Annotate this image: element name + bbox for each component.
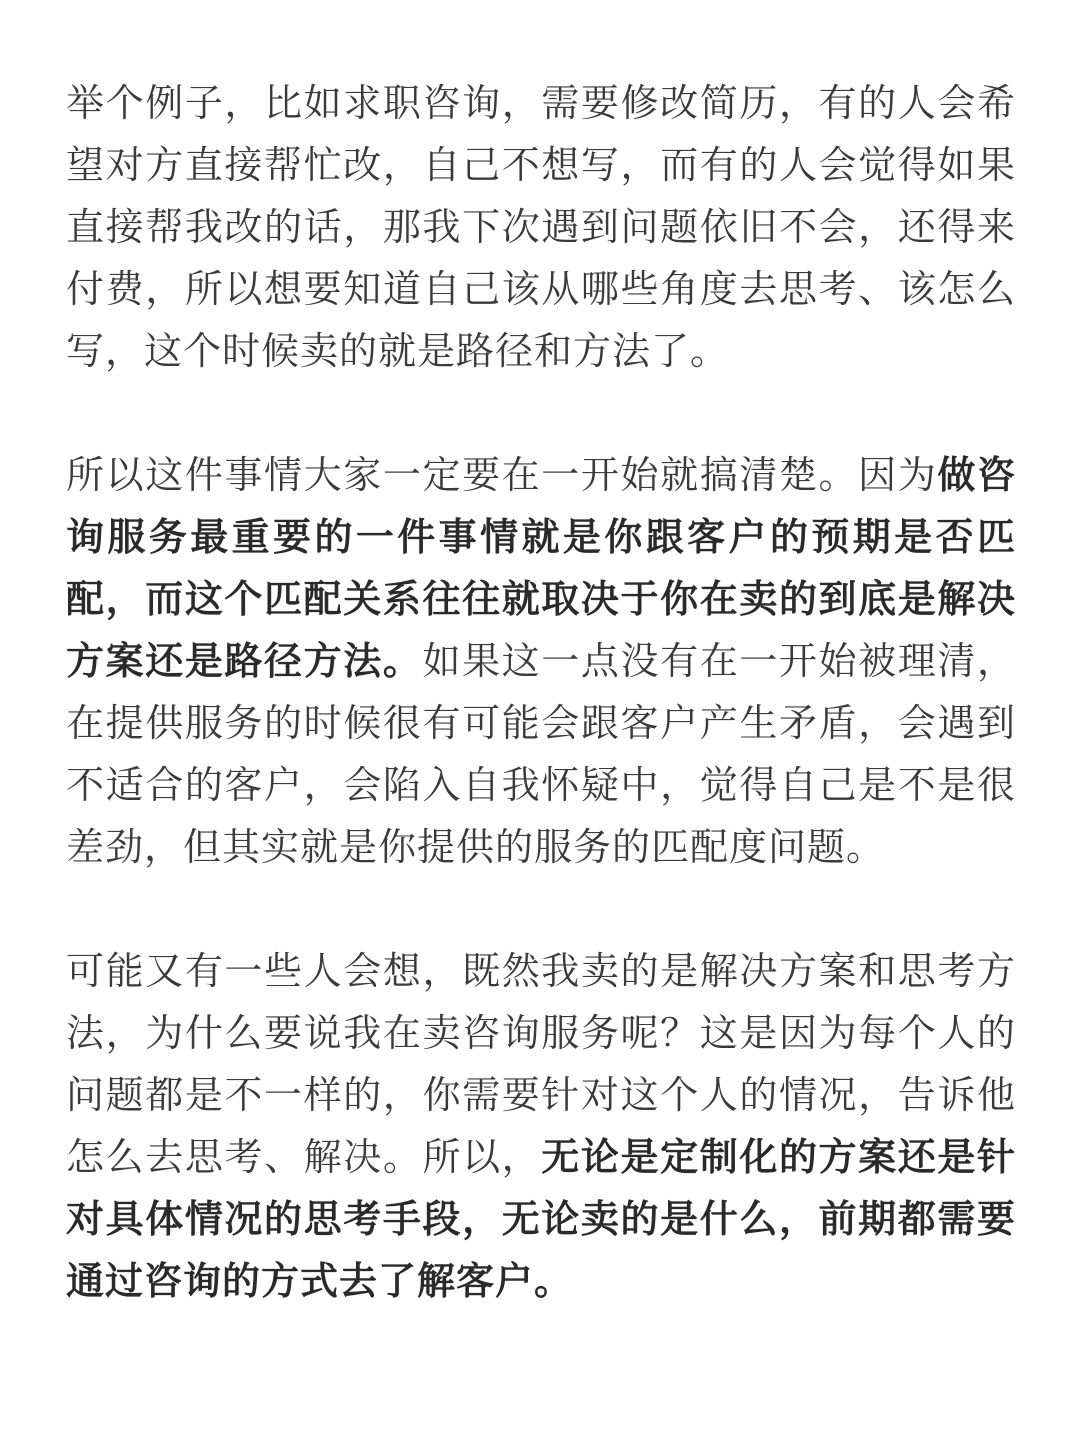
paragraph-2-text-intro: 所以这件事情大家一定要在一开始就搞清楚。因为: [66, 453, 938, 497]
paragraph-2-bold-emphasis: 做咨询服务最重要的一件事情就是你跟客户的预期是否匹配，而这个匹配关系往往就取决于你在卖的到底是解决方案还是路径方法。: [66, 453, 1016, 683]
paragraph-1-text: 举个例子，比如求职咨询，需要修改简历，有的人会希望对方直接帮忙改，自己不想写，而有的人会觉得如果直接帮我改的话，那我下次遇到问题依旧不会，还得来付费，所以想要知道自己该从哪些角度去思考、该怎么写，这个时候卖的就是路径和方法了。: [66, 81, 1016, 373]
paragraph-3: [66, 940, 1016, 1312]
paragraph-3-bold-emphasis: 无论是定制化的方案还是针对具体情况的思考手段，无论卖的是什么，前期都需要通过咨询的方式去了解客户。: [66, 1135, 1016, 1303]
paragraph-1: [66, 72, 1016, 382]
paragraph-2-text-rest: 如果这一点没有在一开始被理清，在提供服务的时候很有可能会跟客户产生矛盾，会遇到不适合的客户，会陷入自我怀疑中，觉得自己是不是很差劲，但其实就是你提供的服务的匹配度问题。: [66, 639, 1016, 869]
paragraph-3-text-intro: 可能又有一些人会想，既然我卖的是解决方案和思考方法，为什么要说我在卖咨询服务呢？这是因为每个人的问题都是不一样的，你需要针对这个人的情况，告诉他怎么去思考、解决。所以，: [66, 949, 1016, 1179]
paragraph-2: [66, 444, 1016, 878]
